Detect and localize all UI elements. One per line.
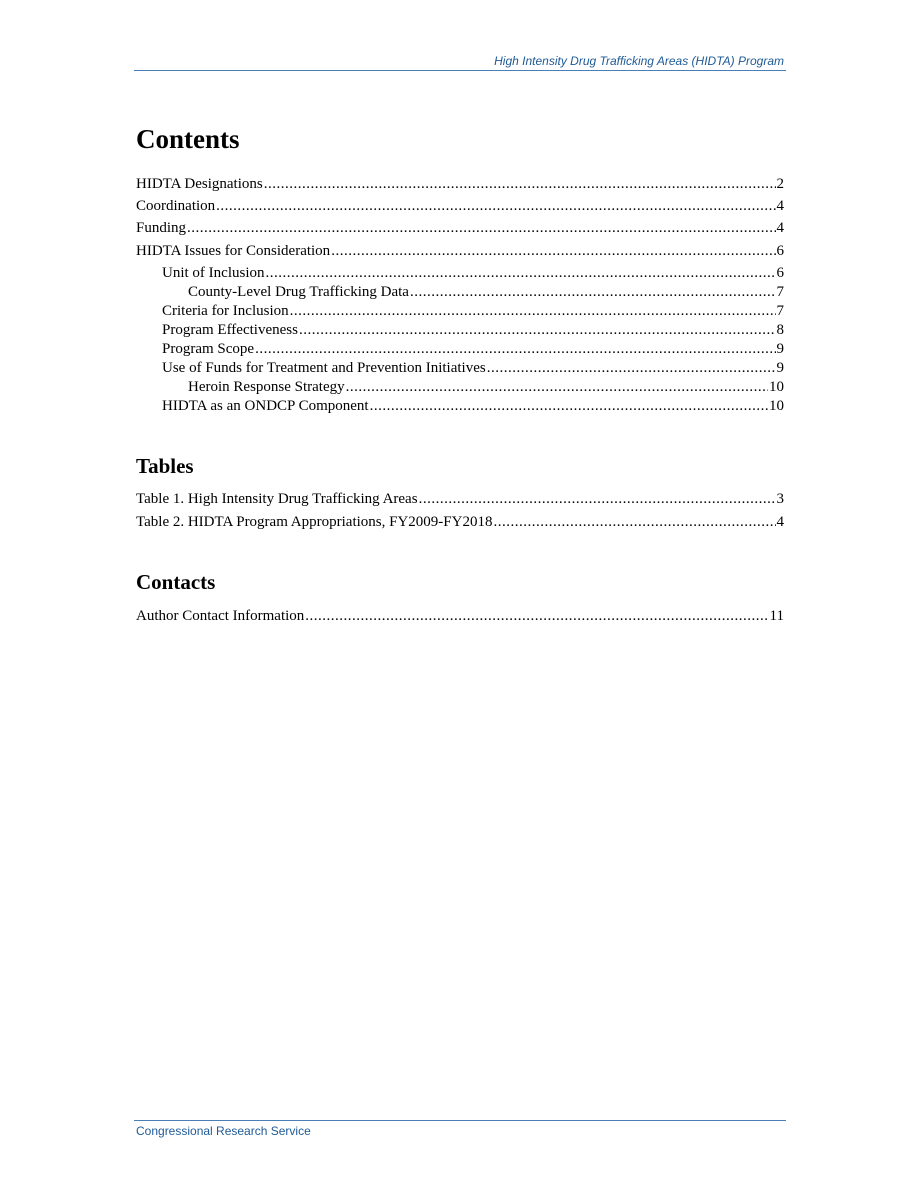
toc-entry-label: HIDTA Issues for Consideration (136, 243, 331, 259)
toc-page-number: 3 (776, 491, 784, 507)
toc-entry-table-2[interactable] (136, 513, 784, 531)
running-header-title: High Intensity Drug Trafficking Areas (HIDTA) Program (494, 54, 784, 68)
toc-entry-label: Heroin Response Strategy (188, 379, 345, 395)
toc-entry-label: HIDTA Designations (136, 176, 263, 192)
running-header (134, 54, 786, 71)
toc-entry-hidta-ondcp-component[interactable] (162, 397, 784, 415)
toc-entry-heroin-response-strategy[interactable] (188, 378, 784, 396)
dot-leader (290, 302, 776, 320)
toc-page-number: 8 (776, 322, 784, 338)
toc-entry-criteria-for-inclusion[interactable] (162, 302, 784, 320)
dot-leader (493, 513, 775, 531)
toc-entry-use-of-funds[interactable] (162, 359, 784, 377)
toc-entry-table-1[interactable] (136, 490, 784, 508)
dot-leader (346, 378, 768, 396)
toc-page-number: 11 (769, 608, 784, 624)
toc-entry-label: Use of Funds for Treatment and Prevention Initiatives (162, 360, 486, 376)
dot-leader (187, 219, 775, 237)
running-footer (134, 1120, 786, 1138)
dot-leader (370, 397, 768, 415)
toc-entry-label: HIDTA as an ONDCP Component (162, 398, 369, 414)
dot-leader (264, 175, 776, 193)
toc-entry-label: Author Contact Information (136, 608, 305, 624)
dot-leader (266, 264, 776, 282)
toc-entry-funding[interactable] (136, 219, 784, 237)
toc-entry-unit-of-inclusion[interactable] (162, 264, 784, 282)
toc-entry-label: Table 1. High Intensity Drug Trafficking Areas (136, 491, 418, 507)
toc-page-number: 6 (776, 265, 784, 281)
toc-page-number: 10 (769, 379, 784, 395)
toc-page-number: 7 (776, 303, 784, 319)
toc-entry-hidta-issues[interactable] (136, 242, 784, 260)
toc-page-number: 6 (776, 243, 784, 259)
toc-entry-label: Unit of Inclusion (162, 265, 265, 281)
toc-page-number: 4 (776, 198, 784, 214)
dot-leader (216, 197, 775, 215)
dot-leader (255, 340, 775, 358)
toc-page-number: 9 (776, 341, 784, 357)
toc-entry-coordination[interactable] (136, 197, 784, 215)
tables-heading: Tables (136, 454, 194, 478)
toc-page-number: 10 (769, 398, 784, 414)
toc-entry-label: Criteria for Inclusion (162, 303, 289, 319)
dot-leader (299, 321, 776, 339)
toc-entry-county-level-data[interactable] (188, 283, 784, 301)
dot-leader (410, 283, 776, 301)
toc-entry-program-scope[interactable] (162, 340, 784, 358)
footer-organization: Congressional Research Service (136, 1124, 311, 1138)
dot-leader (419, 490, 776, 508)
toc-entry-label: Program Effectiveness (162, 322, 298, 338)
toc-entry-label: Table 2. HIDTA Program Appropriations, FY2009-FY2018 (136, 514, 493, 530)
toc-page-number: 7 (776, 284, 784, 300)
toc-entry-program-effectiveness[interactable] (162, 321, 784, 339)
toc-page-number: 4 (776, 514, 784, 530)
toc-entry-label: Funding (136, 220, 187, 236)
dot-leader (305, 607, 768, 625)
contacts-heading: Contacts (136, 570, 216, 594)
dot-leader (487, 359, 776, 377)
toc-entry-hidta-designations[interactable] (136, 175, 784, 193)
toc-page-number: 9 (776, 360, 784, 376)
dot-leader (331, 242, 775, 260)
toc-page-number: 4 (776, 220, 784, 236)
toc-entry-author-contact[interactable] (136, 607, 784, 625)
contents-heading: Contents (136, 124, 240, 154)
toc-page-number: 2 (776, 176, 784, 192)
toc-entry-label: Coordination (136, 198, 216, 214)
toc-entry-label: Program Scope (162, 341, 255, 357)
toc-entry-label: County-Level Drug Trafficking Data (188, 284, 409, 300)
